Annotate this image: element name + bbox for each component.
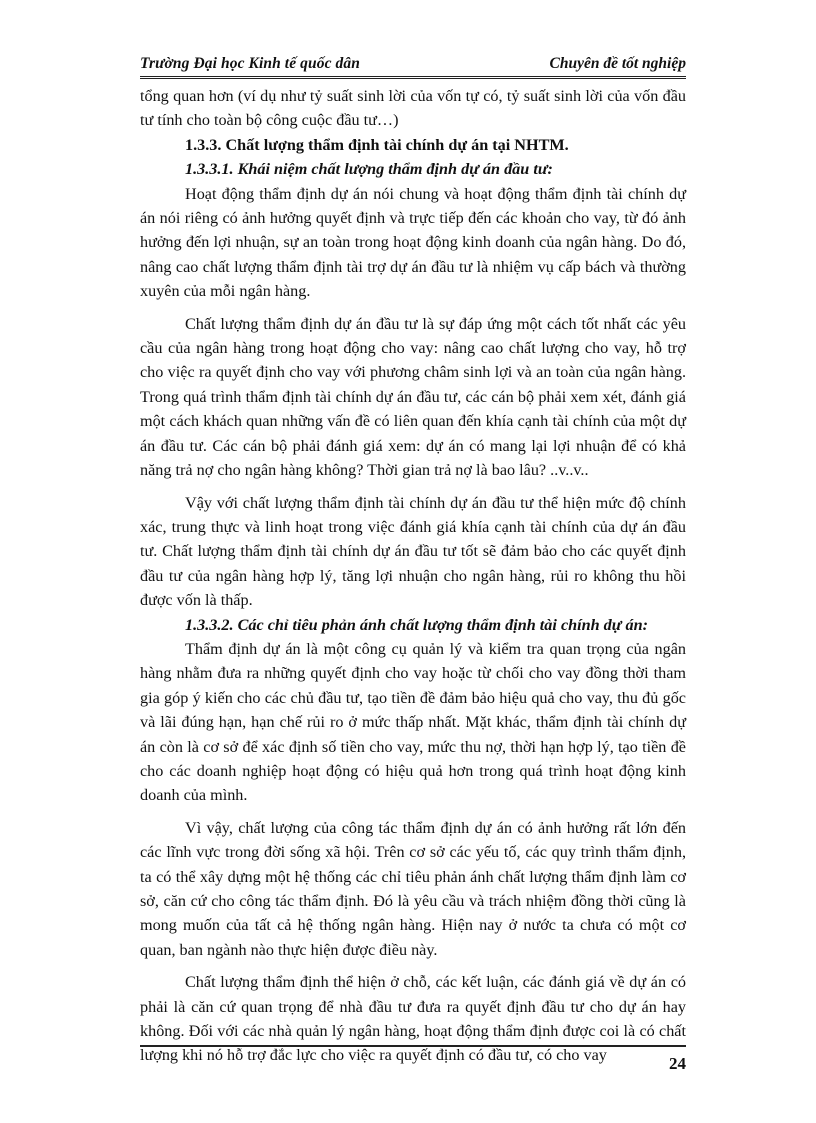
paragraph: Chất lượng thẩm định dự án đầu tư là sự đáp ứng một cách tốt nhất các yêu cầu của ngân hàng trong hoạt động cho vay: nâng cao chất lượng cho vay, hỗ trợ cho việc ra quyết định cho vay với phương châm sinh lợi và an toàn của ngân hàng. Trong quá trình thẩm định tài chính dự án đầu tư, các cán bộ phải xem xét, đánh giá một cách khách quan những vấn đề có liên quan đến khía cạnh tài chính của một dự án đầu tư. Các cán bộ phải đánh giá xem: dự án có mang lại lợi nhuận để có khả năng trả nợ cho ngân hàng không? Thời gian trả nợ là bao lâu? ..v..v..: [140, 314, 686, 480]
section-heading-1-3-3: 1.3.3. Chất lượng thẩm định tài chính dự án tại NHTM.: [185, 135, 569, 154]
subsection-heading-1-3-3-2: 1.3.3.2. Các chỉ tiêu phản ánh chất lượng thẩm định tài chính dự án:: [185, 615, 649, 634]
page-number: 24: [669, 1054, 686, 1073]
paragraph: Vì vậy, chất lượng của công tác thẩm định dự án có ảnh hưởng rất lớn đến các lĩnh vực trong đời sống xã hội. Trên cơ sở các yếu tố, các quy trình thẩm định, ta có thể xây dựng một hệ thống các chỉ tiêu phản ánh chất lượng thẩm định làm cơ sở, căn cứ cho công tác thẩm định. Đó là yêu cầu và trách nhiệm đồng thời cũng là mong muốn của tất cả hệ thống ngân hàng. Hiện nay ở nước ta chưa có một cơ quan, ban ngành nào thực hiện được điều này.: [140, 818, 686, 959]
header-thesis-type: Chuyên đề tốt nghiệp: [549, 55, 686, 72]
header-university: Trường Đại học Kinh tế quốc dân: [140, 55, 360, 72]
header-rule: [140, 76, 686, 79]
footer-rule: [140, 1045, 686, 1047]
subsection-heading-1-3-3-1: 1.3.3.1. Khái niệm chất lượng thẩm định dự án đầu tư:: [185, 160, 553, 179]
paragraph: Vậy với chất lượng thẩm định tài chính dự án đầu tư thể hiện mức độ chính xác, trung thực và linh hoạt trong việc đánh giá khía cạnh tài chính của dự án đầu tư. Chất lượng thẩm định tài chính dự án đầu tư tốt sẽ đảm bảo cho các quyết định đầu tư của ngân hàng hợp lý, tăng lợi nhuận cho ngân hàng, rủi ro không thu hồi được vốn là thấp.: [140, 493, 686, 610]
paragraph: Hoạt động thẩm định dự án nói chung và hoạt động thẩm định tài chính dự án nói riêng có ảnh hưởng quyết định và trực tiếp đến các khoản cho vay, từ đó ảnh hưởng đến lợi nhuận, sự an toàn trong hoạt động kinh doanh của ngân hàng. Do đó, nâng cao chất lượng thẩm định tài trợ dự án đầu tư là nhiệm vụ cấp bách và thường xuyên của mỗi ngân hàng.: [140, 184, 686, 301]
paragraph-continued: tổng quan hơn (ví dụ như tỷ suất sinh lời của vốn tự có, tỷ suất sinh lời của vốn đầu tư tính cho toàn bộ công cuộc đầu tư…): [140, 87, 686, 130]
paragraph: Thẩm định dự án là một công cụ quản lý và kiểm tra quan trọng của ngân hàng nhằm đưa ra những quyết định cho vay hoặc từ chối cho vay đồng thời tham gia góp ý kiến cho các chủ đầu tư, tạo tiền đề đảm bảo hiệu quả cho vay, thu đủ gốc và lãi đúng hạn, hạn chế rủi ro ở mức thấp nhất. Mặt khác, thẩm định tài chính dự án còn là cơ sở để xác định số tiền cho vay, mức thu nợ, thời hạn hợp lý, tạo tiền đề cho các doanh nghiệp hoạt động có hiệu quả hơn trong quá trình hoạt động kinh doanh của mình.: [140, 639, 686, 805]
running-header: [140, 53, 686, 77]
paragraph: Chất lượng thẩm định thể hiện ở chỗ, các kết luận, các đánh giá về dự án có phải là căn cứ quan trọng để nhà đầu tư đưa ra quyết định đầu tư cho dự án hay không. Đối với các nhà quản lý ngân hàng, hoạt động thẩm định được coi là có chất lượng khi nó hỗ trợ đắc lực cho việc ra quyết định có đầu tư, có cho vay: [140, 973, 686, 1065]
page-body: [140, 84, 686, 1068]
